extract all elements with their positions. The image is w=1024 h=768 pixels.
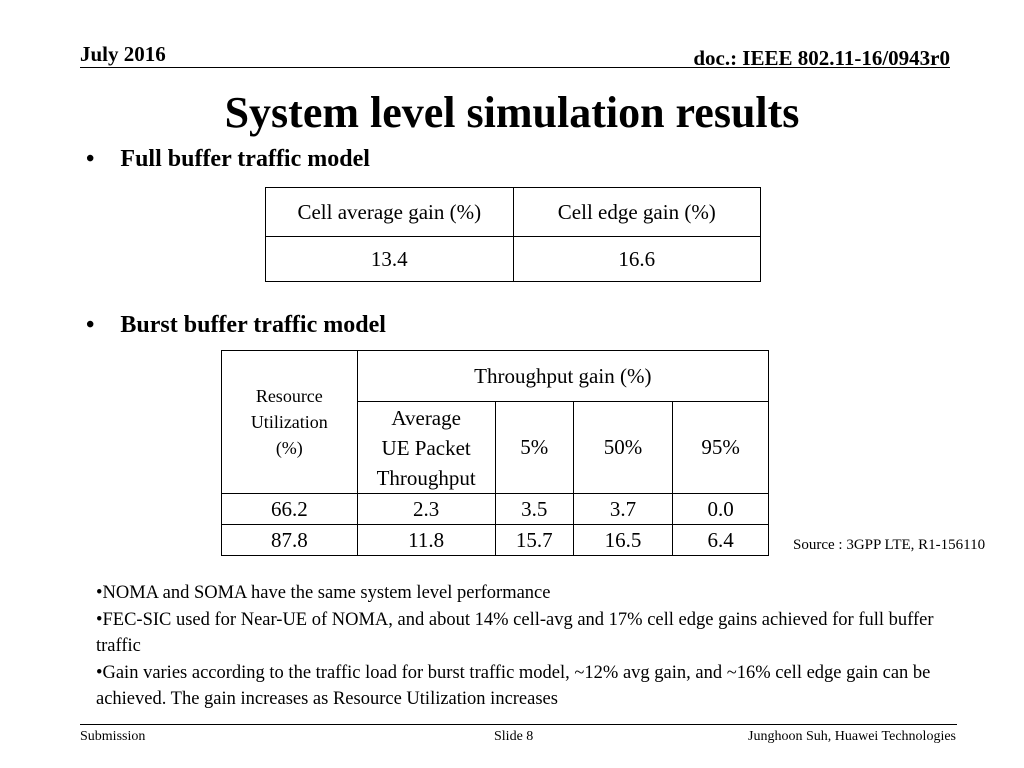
avg-header-line: Throughput: [376, 465, 476, 490]
table-row: [222, 351, 769, 402]
avg-header-line: UE Packet: [381, 435, 471, 460]
header-date: July 2016: [80, 42, 166, 66]
throughput-gain-header: Throughput gain (%): [357, 351, 768, 402]
note-item: •FEC-SIC used for Near-UE of NOMA, and about 14% cell-avg and 17% cell edge gains achieved for full buffer traffic: [96, 609, 934, 656]
table-row: [222, 494, 769, 525]
bullet-full-buffer: [86, 146, 370, 173]
value-cell-average-gain: 13.4: [266, 237, 514, 282]
header-95-percent: 95%: [673, 402, 769, 494]
header-cell-average-gain: Cell average gain (%): [266, 188, 514, 237]
summary-notes: [96, 580, 936, 713]
table-cell: 6.4: [673, 525, 769, 556]
header-50-percent: 50%: [573, 402, 673, 494]
bullet-burst-buffer: [86, 312, 386, 339]
table-cell: 3.7: [573, 494, 673, 525]
avg-header-line: Average: [391, 405, 461, 430]
value-cell-edge-gain: 16.6: [513, 237, 760, 282]
footer-submission: Submission: [80, 729, 146, 744]
bullet-dot: •: [86, 146, 95, 172]
full-buffer-table: [265, 187, 761, 282]
header-5-percent: 5%: [495, 402, 573, 494]
full-buffer-heading: Full buffer traffic model: [120, 146, 370, 172]
table-cell: 66.2: [222, 494, 358, 525]
table-cell: 11.8: [357, 525, 495, 556]
table-row: [222, 525, 769, 556]
header-cell-edge-gain: Cell edge gain (%): [513, 188, 760, 237]
table-cell: 0.0: [673, 494, 769, 525]
slide-title: System level simulation results: [224, 88, 800, 137]
table-cell: 3.5: [495, 494, 573, 525]
burst-buffer-table: [221, 350, 769, 556]
source-citation: Source : 3GPP LTE, R1-156110: [793, 537, 986, 553]
footer-divider: [80, 724, 957, 725]
ru-header-line: Utilization: [250, 412, 328, 432]
table-cell: 87.8: [222, 525, 358, 556]
header-doc-id: doc.: IEEE 802.11-16/0943r0: [693, 46, 950, 70]
header-divider: [80, 67, 950, 68]
table-cell: 15.7: [495, 525, 573, 556]
bullet-dot: •: [86, 312, 95, 338]
note-item: •NOMA and SOMA have the same system level performance: [96, 583, 551, 603]
burst-buffer-heading: Burst buffer traffic model: [120, 312, 386, 338]
table-cell: 16.5: [573, 525, 673, 556]
table-row: [266, 188, 761, 237]
ru-header-line: (%): [275, 438, 303, 458]
note-item: •Gain varies according to the traffic load for burst traffic model, ~12% avg gain, and ~16% cell edge gain can be achieved. The gain increases as Resource Utilization increases: [96, 662, 931, 709]
ru-header-line: Resource: [255, 386, 323, 406]
table-row: [266, 237, 761, 282]
avg-ue-packet-throughput-header: [357, 402, 495, 494]
table-cell: 2.3: [357, 494, 495, 525]
footer-slide-number: Slide 8: [494, 729, 534, 744]
footer-author: Junghoon Suh, Huawei Technologies: [748, 729, 956, 744]
resource-utilization-header: [222, 351, 358, 494]
